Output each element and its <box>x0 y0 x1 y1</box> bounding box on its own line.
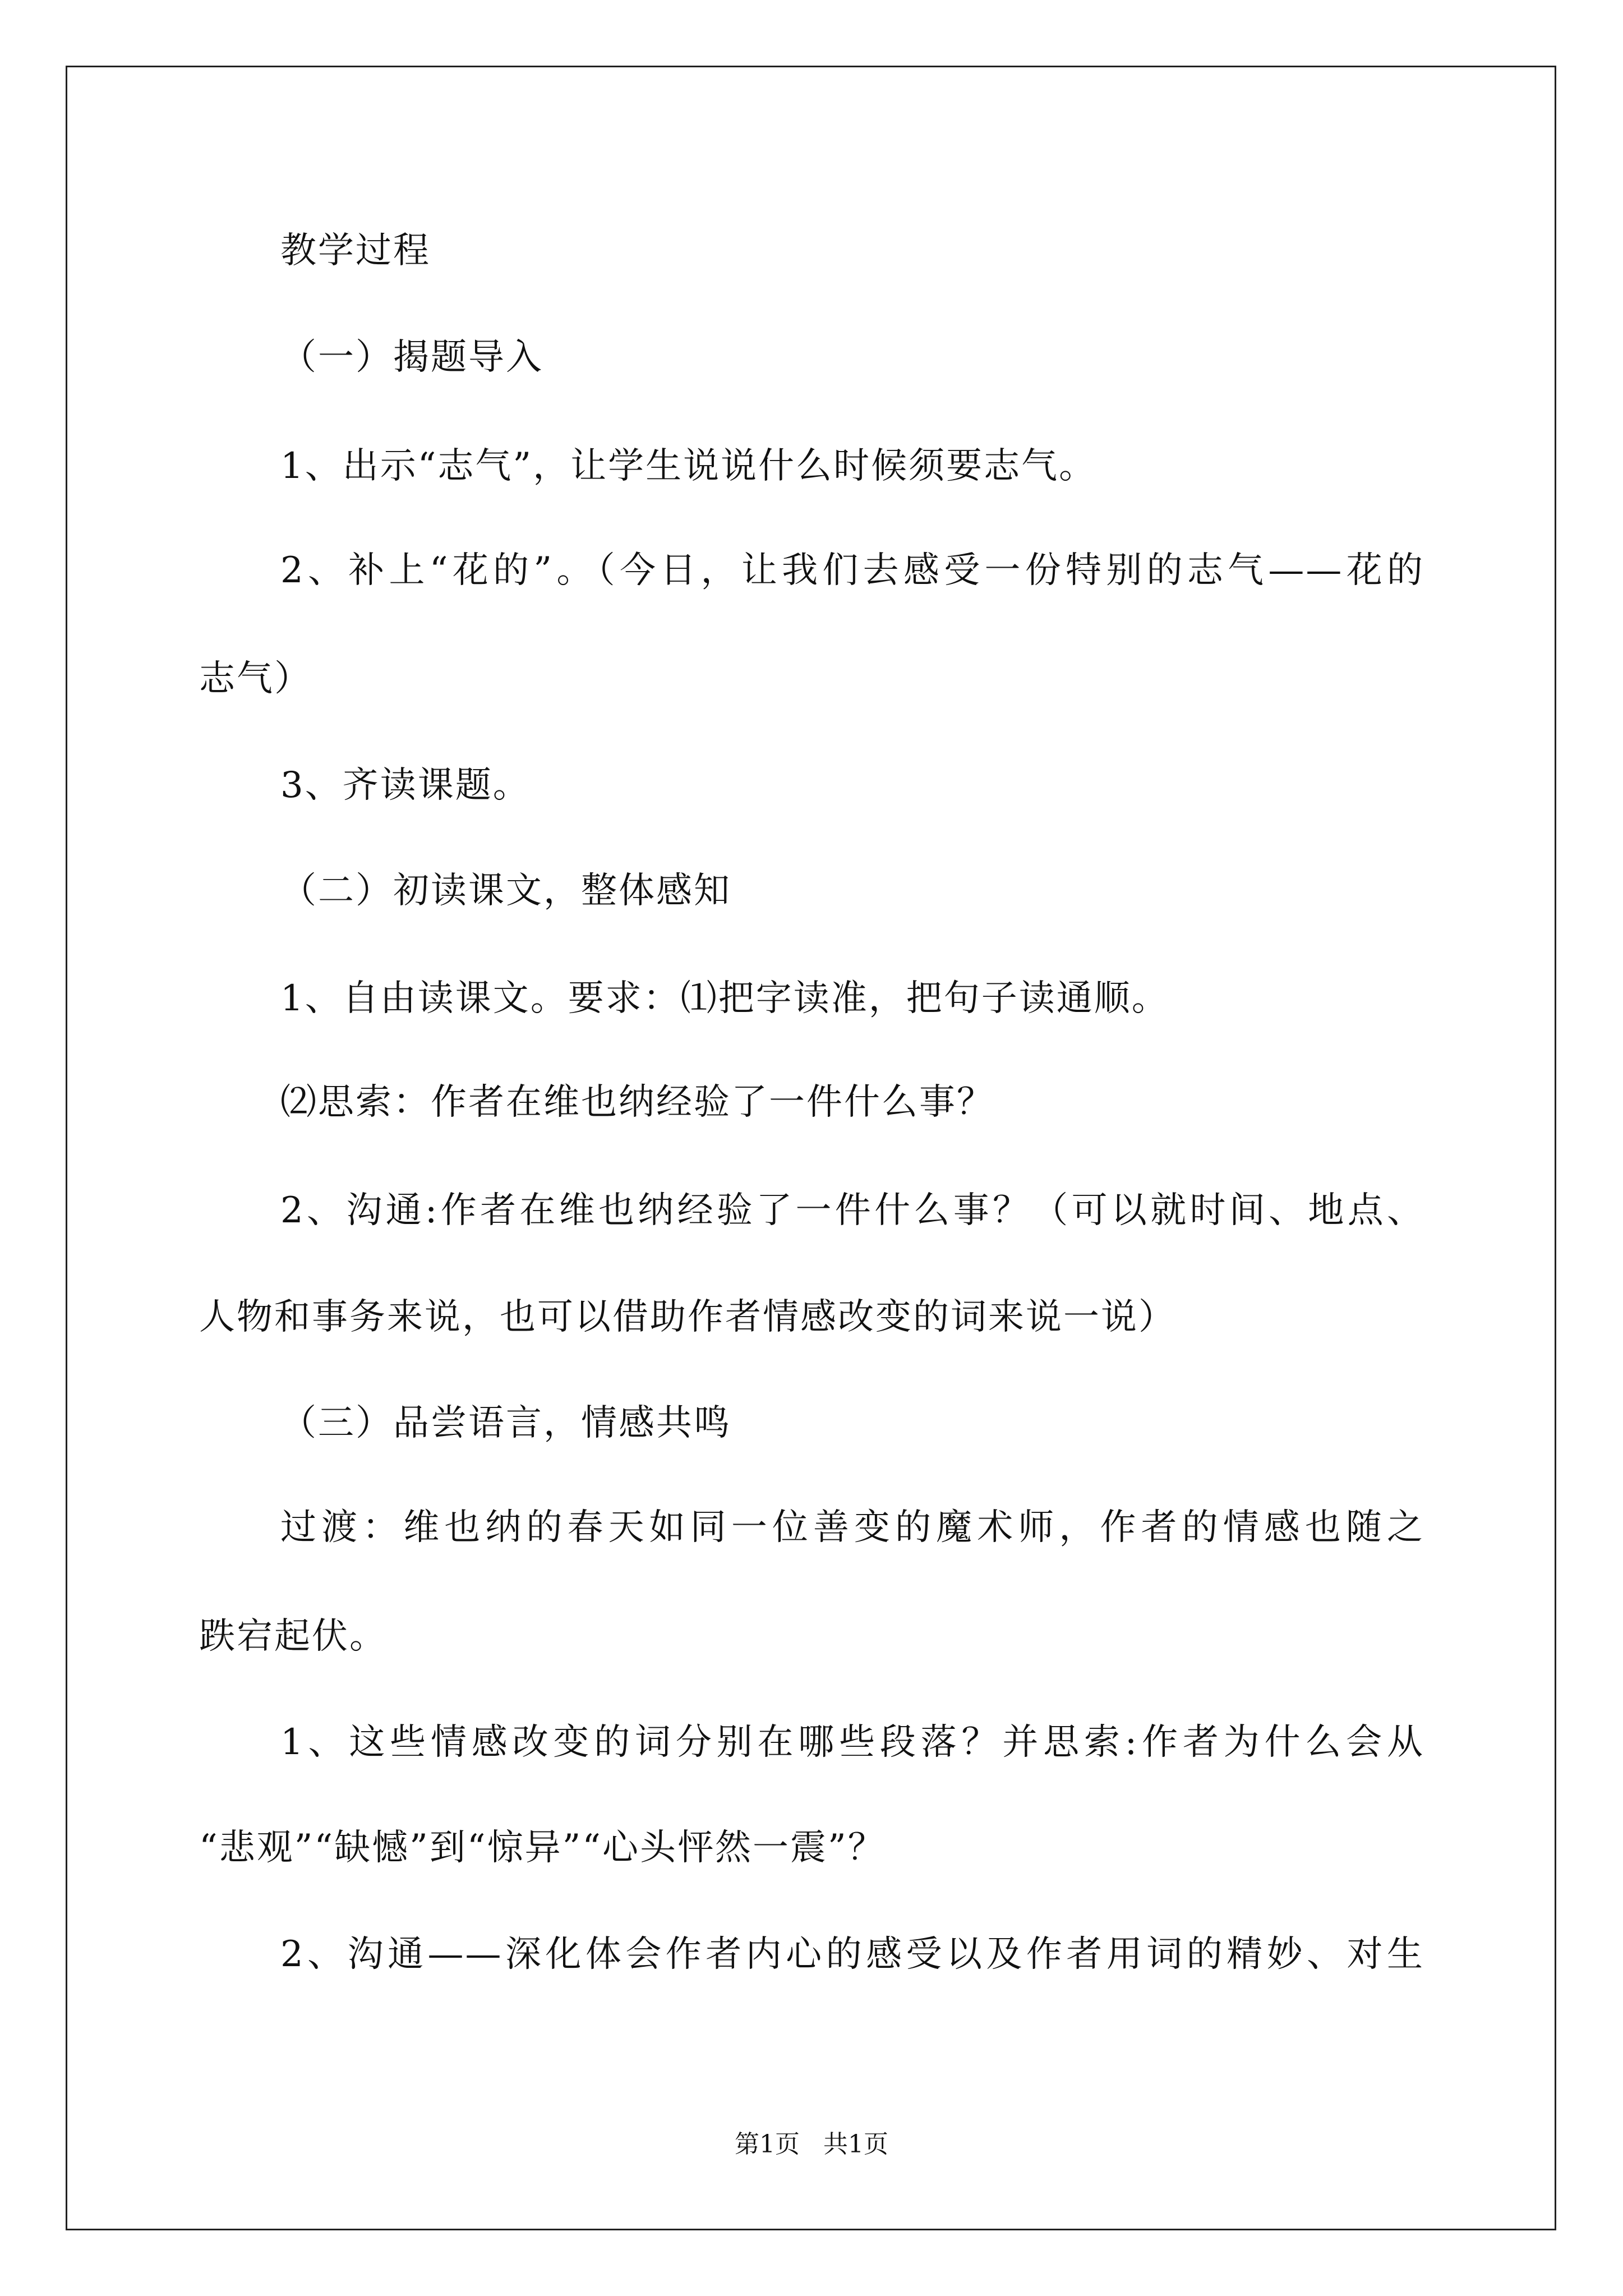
section-heading-3: （三）品尝语言，情感共鸣 <box>280 1402 731 1444</box>
page-number: 第1页 <box>735 2130 800 2159</box>
page-footer <box>0 2129 1623 2160</box>
paragraph-line: 3、齐读课题。 <box>280 765 531 806</box>
section-heading-2: （二）初读课文，整体感知 <box>280 870 731 912</box>
heading-teaching-process: 教学过程 <box>280 230 431 272</box>
paragraph-line: 人物和事务来说，也可以借助作者情感改变的词来说一说） <box>199 1296 1176 1338</box>
paragraph-line: 志气） <box>199 658 312 700</box>
paragraph-line: 1、自由读课文。要求：⑴把字读准，把句子读通顺。 <box>280 978 1169 1019</box>
paragraph-line: 2、沟通:作者在维也纳经验了一件什么事？（可以就时间、地点、 <box>280 1190 1424 1231</box>
section-heading-1: （一）揭题导入 <box>280 337 543 378</box>
paragraph-line: 1、出示“志气”，让学生说说什么时候须要志气。 <box>280 445 1097 487</box>
paragraph-line: “悲观”“缺憾”到“惊异”“心头怦然一震”？ <box>199 1827 886 1869</box>
paragraph-line: 2、沟通——深化体会作者内心的感受以及作者用词的精妙、对生 <box>280 1934 1424 1975</box>
paragraph-line: 1、这些情感改变的词分别在哪些段落？并思索:作者为什么会从 <box>280 1722 1424 1763</box>
paragraph-line: 过渡：维也纳的春天如同一位善变的魔术师，作者的情感也随之 <box>280 1507 1424 1548</box>
paragraph-line: 2、补上“花的”。（今日，让我们去感受一份特别的志气——花的 <box>280 550 1424 591</box>
page-total: 共1页 <box>823 2130 888 2159</box>
paragraph-line: 跌宕起伏。 <box>199 1616 387 1657</box>
paragraph-line: ⑵思索：作者在维也纳经验了一件什么事？ <box>280 1082 994 1123</box>
page-border <box>66 66 1556 2230</box>
